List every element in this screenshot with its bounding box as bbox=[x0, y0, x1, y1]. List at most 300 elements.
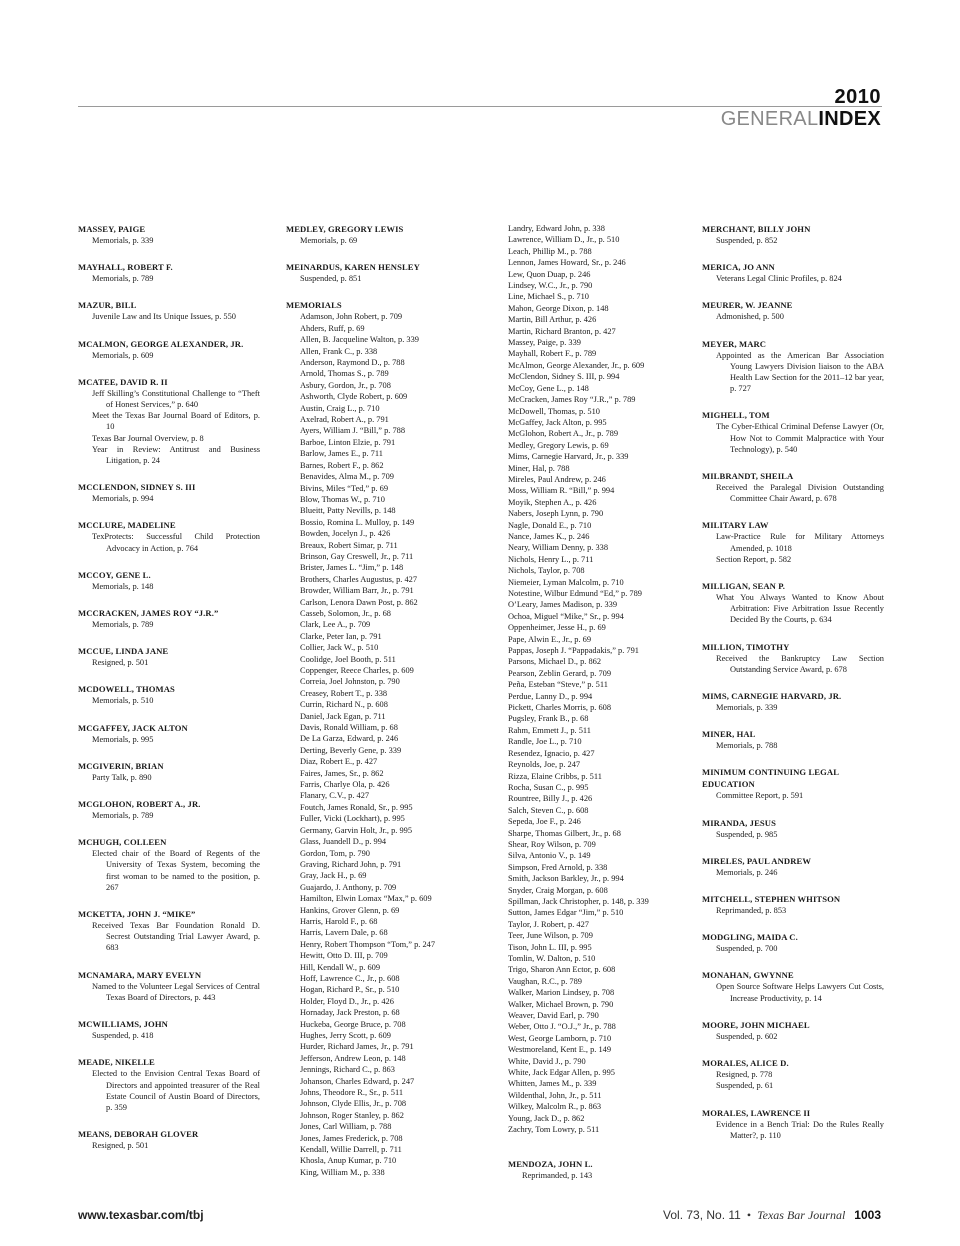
memorial-item: Johns, Theodore R., Sr., p. 511 bbox=[300, 1088, 404, 1098]
entry-name: MIGHELL, TOM bbox=[702, 410, 770, 421]
memorial-item: Nance, James K., p. 246 bbox=[508, 531, 590, 541]
memorial-item: Coppenger, Reece Charles, p. 609 bbox=[300, 666, 414, 675]
entry-reference: Suspended, p. 851 bbox=[300, 274, 362, 284]
memorial-item: Kendall, Willie Darrell, p. 711 bbox=[300, 1145, 402, 1155]
memorial-item: Zachry, Tom Lowry, p. 511 bbox=[508, 1125, 600, 1135]
entry-name: MCALMON, GEORGE ALEXANDER, JR. bbox=[78, 338, 244, 349]
memorial-item: Barnes, Robert F., p. 862 bbox=[300, 460, 384, 470]
footer-bullet: • bbox=[746, 1208, 752, 1222]
entry-reference: Party Talk, p. 890 bbox=[92, 772, 152, 782]
entry-reference: Committee Report, p. 591 bbox=[716, 791, 804, 801]
memorial-item: Miner, Hal, p. 788 bbox=[508, 463, 570, 473]
memorial-item: White, David J., p. 790 bbox=[508, 1056, 586, 1066]
memorial-item: Casseb, Solomon, Jr., p. 68 bbox=[300, 608, 391, 618]
memorial-item: Sepeda, Joe F., p. 246 bbox=[508, 817, 581, 827]
memorial-item: Westmoreland, Kent E., p. 149 bbox=[508, 1045, 612, 1055]
memorial-item: Nabers, Joseph Lynn, p. 790 bbox=[508, 509, 604, 519]
memorial-item: Correia, Joel Johnston, p. 790 bbox=[300, 677, 400, 687]
memorials-heading: MEMORIALS bbox=[286, 300, 342, 311]
memorial-item: Reynolds, Joe, p. 247 bbox=[508, 760, 581, 770]
memorial-item: Lew, Quon Duap, p. 246 bbox=[508, 269, 591, 279]
memorial-item: Vaughan, R.C., p. 789 bbox=[508, 976, 582, 986]
memorial-item: Nichols, Taylor, p. 708 bbox=[508, 566, 585, 576]
entry-name: MAZUR, BILL bbox=[78, 300, 137, 311]
memorial-item: Blueitt, Patty Nevills, p. 148 bbox=[300, 506, 396, 516]
memorials-section bbox=[286, 299, 468, 1178]
entry-name: MCWILLIAMS, JOHN bbox=[78, 1019, 168, 1030]
footer-journal: Texas Bar Journal bbox=[757, 1208, 846, 1222]
entry-name: MIRELES, PAUL ANDREW bbox=[702, 855, 812, 866]
entry-name: MILLION, TIMOTHY bbox=[702, 641, 790, 652]
memorial-item: Guajardo, J. Anthony, p. 709 bbox=[300, 882, 397, 892]
memorial-item: Collier, Jack W., p. 510 bbox=[300, 643, 379, 653]
memorial-item: Coolidge, Joel Booth, p. 511 bbox=[300, 654, 396, 664]
entry-reference: Memorials, p. 69 bbox=[300, 236, 358, 245]
entry-reference: Resigned, p. 501 bbox=[92, 1141, 149, 1151]
memorial-item: Ashworth, Clyde Robert, p. 609 bbox=[300, 392, 408, 402]
memorial-item: Ayers, William J. “Bill,” p. 788 bbox=[300, 426, 406, 436]
entry-reference: Texas Bar Journal Overview, p. 8 bbox=[92, 433, 204, 443]
memorial-item: Farris, Charlye Ola, p. 426 bbox=[300, 780, 390, 790]
index-entry bbox=[78, 299, 260, 322]
memorial-item: Currin, Richard N., p. 608 bbox=[300, 700, 388, 710]
index-entry bbox=[702, 1107, 884, 1141]
entry-reference: Admonished, p. 500 bbox=[716, 312, 784, 322]
memorial-item: Bowden, Jocelyn J., p. 426 bbox=[300, 529, 391, 539]
memorial-item: Carlson, Lenora Dawn Post, p. 862 bbox=[300, 597, 418, 607]
memorial-item: Axelrad, Robert A., p. 791 bbox=[300, 415, 389, 425]
memorial-item: Faires, James, Sr., p. 862 bbox=[300, 768, 384, 778]
index-entry bbox=[78, 969, 260, 1003]
entry-reference: Resigned, p. 778 bbox=[716, 1070, 773, 1080]
memorial-item: Nagle, Donald E., p. 710 bbox=[508, 520, 592, 530]
memorial-item: Lennon, James Howard, Sr., p. 246 bbox=[508, 258, 626, 268]
index-entry bbox=[78, 519, 260, 553]
memorial-item: De La Garza, Edward, p. 246 bbox=[300, 734, 399, 744]
memorial-item: Salch, Steven C., p. 608 bbox=[508, 805, 589, 815]
index-entry bbox=[78, 607, 260, 630]
index-title-light: GENERAL bbox=[720, 108, 819, 130]
index-entry bbox=[286, 261, 468, 284]
entry-reference: Reprimanded, p. 143 bbox=[522, 1170, 593, 1180]
entry-reference: Suspended, p. 985 bbox=[716, 829, 778, 839]
entry-reference: Received the Bankruptcy Law Section Outstanding Service Award, p. 678 bbox=[716, 653, 884, 674]
memorial-item: Bossio, Romina L. Mulloy, p. 149 bbox=[300, 517, 415, 527]
memorial-item: Flanary, C.V., p. 427 bbox=[300, 791, 370, 801]
memorial-item: Jennings, Richard C., p. 863 bbox=[300, 1065, 395, 1075]
memorial-item: Nichols, Henry L., p. 711 bbox=[508, 554, 594, 564]
memorial-item: Lindsey, W.C., Jr., p. 790 bbox=[508, 281, 593, 291]
index-title bbox=[721, 108, 881, 131]
entry-name: MILLIGAN, SEAN P. bbox=[702, 581, 786, 592]
memorial-item: Hughes, Jerry Scott, p. 609 bbox=[300, 1031, 391, 1040]
memorial-item: Hogan, Richard P., Sr., p. 510 bbox=[300, 985, 400, 995]
index-entry bbox=[78, 760, 260, 783]
entry-reference: Open Source Software Helps Lawyers Cut Costs, Increase Productivity, p. 14 bbox=[716, 982, 884, 1003]
memorial-item: Brothers, Charles Augustus, p. 427 bbox=[300, 574, 418, 584]
index-entry bbox=[702, 261, 884, 284]
index-entry bbox=[702, 893, 884, 916]
entry-name: MCKETTA, JOHN J. “MIKE” bbox=[78, 909, 196, 920]
index-entry bbox=[702, 969, 884, 1003]
memorial-item: McCoy, Gene L., p. 148 bbox=[508, 383, 589, 393]
memorial-item: Khosla, Anup Kumar, p. 710 bbox=[300, 1156, 397, 1166]
memorial-item: Tomlin, W. Dalton, p. 510 bbox=[508, 954, 596, 963]
memorial-item: Snyder, Craig Morgan, p. 608 bbox=[508, 885, 608, 895]
memorial-item: Jones, Carl William, p. 788 bbox=[300, 1122, 392, 1132]
index-entry bbox=[78, 223, 260, 246]
memorial-item: Weaver, David Earl, p. 790 bbox=[508, 1011, 599, 1021]
memorial-item: Landry, Edward John, p. 338 bbox=[508, 224, 605, 233]
memorial-item: White, Jack Edgar Allen, p. 995 bbox=[508, 1068, 615, 1078]
memorial-item: Benavides, Alma M., p. 709 bbox=[300, 472, 394, 482]
memorial-item: Arnold, Thomas S., p. 789 bbox=[300, 369, 389, 379]
memorial-item: McCracken, James Roy “J.R.,” p. 789 bbox=[508, 395, 636, 405]
index-entry bbox=[508, 1158, 673, 1181]
memorial-item: Pape, Alwin E., Jr., p. 69 bbox=[508, 634, 592, 644]
memorial-item: Diaz, Robert E., p. 427 bbox=[300, 757, 378, 767]
index-entry bbox=[78, 1018, 260, 1041]
memorial-item: Jefferson, Andrew Leon, p. 148 bbox=[300, 1053, 406, 1063]
entry-reference: Suspended, p. 602 bbox=[716, 1031, 778, 1041]
memorial-item: Martin, Bill Arthur, p. 426 bbox=[508, 315, 597, 325]
memorial-item: Browder, William Barr, Jr., p. 791 bbox=[300, 586, 414, 596]
memorial-item: Young, Jack D., p. 862 bbox=[508, 1113, 585, 1123]
memorial-item: Hurder, Richard James, Jr., p. 791 bbox=[300, 1042, 414, 1052]
entry-reference: Memorials, p. 339 bbox=[92, 236, 154, 245]
index-entry bbox=[702, 223, 884, 246]
entry-reference: Suspended, p. 852 bbox=[716, 236, 778, 245]
memorial-item: Harris, Harold F., p. 68 bbox=[300, 916, 378, 926]
memorial-item: Clark, Lee A., p. 709 bbox=[300, 620, 371, 630]
memorial-item: Brinson, Gay Creswell, Jr., p. 711 bbox=[300, 551, 414, 561]
index-column-1 bbox=[78, 223, 260, 1166]
entry-name: MOORE, JOHN MICHAEL bbox=[702, 1019, 810, 1030]
footer-info bbox=[663, 1208, 881, 1223]
index-entry bbox=[702, 766, 884, 801]
index-entry bbox=[78, 908, 260, 954]
memorial-item: Brister, James L. “Jim,” p. 148 bbox=[300, 563, 404, 573]
index-title-bold: INDEX bbox=[818, 108, 881, 130]
entry-name: MCGAFFEY, JACK ALTON bbox=[78, 722, 188, 733]
memorial-item: Harris, Lavern Dale, p. 68 bbox=[300, 928, 388, 938]
memorial-item: King, William M., p. 338 bbox=[300, 1167, 385, 1177]
entry-name: MODGLING, MAIDA C. bbox=[702, 932, 798, 943]
index-entry bbox=[702, 641, 884, 675]
memorial-item: Hornaday, Jack Preston, p. 68 bbox=[300, 1008, 400, 1018]
entry-reference: Memorials, p. 789 bbox=[92, 811, 154, 821]
memorial-item: O’Leary, James Madison, p. 339 bbox=[508, 600, 618, 610]
footer-page-number: 1003 bbox=[854, 1208, 881, 1222]
memorial-item: Martin, Richard Branton, p. 427 bbox=[508, 326, 616, 336]
entry-reference: Resigned, p. 501 bbox=[92, 658, 149, 668]
memorial-item: Rahm, Emmett J., p. 511 bbox=[508, 725, 591, 735]
entry-reference: Veterans Legal Clinic Profiles, p. 824 bbox=[716, 274, 842, 284]
memorial-item: Mireles, Paul Andrew, p. 246 bbox=[508, 474, 606, 484]
entry-reference: Evidence in a Bench Trial: Do the Rules Really Matter?, p. 110 bbox=[716, 1119, 884, 1140]
entry-reference: Juvenile Law and Its Unique Issues, p. 550 bbox=[92, 312, 236, 322]
entry-reference: Law-Practice Rule for Military Attorneys Amended, p. 1018 bbox=[716, 532, 884, 553]
entry-name: MORALES, ALICE D. bbox=[702, 1058, 789, 1069]
entry-name: MEADE, NIKELLE bbox=[78, 1057, 155, 1068]
entry-name: MONAHAN, GWYNNE bbox=[702, 970, 794, 981]
entry-reference: Received the Paralegal Division Outstanding Committee Chair Award, p. 678 bbox=[716, 483, 884, 504]
memorial-item: Line, Michael S., p. 710 bbox=[508, 292, 589, 302]
entry-reference: Memorials, p. 339 bbox=[716, 703, 778, 713]
index-entry bbox=[702, 470, 884, 504]
entry-reference: Received Texas Bar Foundation Ronald D. Secrest Outstanding Trial Lawyer Award, p. 683 bbox=[92, 921, 260, 953]
index-entry bbox=[702, 409, 884, 455]
memorial-item: Silva, Antonio V., p. 149 bbox=[508, 851, 591, 861]
entry-name: MEDLEY, GREGORY LEWIS bbox=[286, 224, 404, 234]
memorial-item: Henry, Robert Thompson “Tom,” p. 247 bbox=[300, 939, 436, 949]
entry-reference: Elected chair of the Board of Regents of the University of Texas System, becoming the first woman to be named to the position, p. 267 bbox=[92, 849, 260, 892]
entry-name: MEINARDUS, KAREN HENSLEY bbox=[286, 262, 420, 273]
entry-reference: Suspended, p. 700 bbox=[716, 944, 778, 954]
entry-name: MINER, HAL bbox=[702, 729, 756, 740]
memorial-item: Peña, Esteban “Steve,” p. 511 bbox=[508, 680, 608, 690]
entry-name: MCCLENDON, SIDNEY S. III bbox=[78, 482, 196, 493]
memorial-item: Breaux, Robert Simar, p. 711 bbox=[300, 540, 398, 550]
memorial-item: Hamilton, Elwin Lomax “Max,” p. 609 bbox=[300, 894, 432, 904]
entry-reference: Suspended, p. 61 bbox=[716, 1081, 774, 1091]
memorial-item: Perdue, Lanny D., p. 994 bbox=[508, 691, 593, 701]
memorial-item: Mahon, George Dixon, p. 148 bbox=[508, 303, 609, 313]
entry-name: MINIMUM CONTINUING LEGAL EDUCATION bbox=[702, 767, 839, 790]
memorial-item: Mims, Carnegie Harvard, Jr., p. 339 bbox=[508, 452, 629, 462]
entry-name: MEYER, MARC bbox=[702, 338, 767, 349]
memorial-item: Niemeier, Lyman Malcolm, p. 710 bbox=[508, 577, 624, 587]
memorial-item: Whitten, James M., p. 339 bbox=[508, 1079, 597, 1089]
memorial-item: Tison, John L. III, p. 995 bbox=[508, 942, 592, 952]
index-entry bbox=[78, 569, 260, 592]
entry-reference: Appointed as the American Bar Association Young Lawyers Division liaison to the ABA Health Law Section for the 2011–12 bar year, p. 727 bbox=[716, 350, 884, 394]
memorial-item: Walker, Marion Lindsey, p. 708 bbox=[508, 988, 615, 998]
memorial-item: Notestine, Wilbur Edmund “Ed,” p. 789 bbox=[508, 589, 642, 598]
index-entry bbox=[702, 338, 884, 395]
memorial-item: Germany, Garvin Holt, Jr., p. 995 bbox=[300, 825, 413, 835]
memorial-item: Allen, Frank C., p. 338 bbox=[300, 346, 378, 356]
index-column-2 bbox=[286, 223, 468, 1193]
memorial-item: Hewitt, Otto D. III, p. 709 bbox=[300, 951, 388, 961]
memorial-item: Glass, Juandell D., p. 994 bbox=[300, 837, 387, 847]
index-column-3 bbox=[508, 223, 673, 1196]
entry-reference: Suspended, p. 418 bbox=[92, 1031, 154, 1041]
entry-name: MERICA, JO ANN bbox=[702, 262, 775, 273]
entry-name: MERCHANT, BILLY JOHN bbox=[702, 224, 811, 234]
memorial-item: Clarke, Peter Ian, p. 791 bbox=[300, 631, 382, 641]
memorial-item: Barboe, Linton Elzie, p. 791 bbox=[300, 437, 396, 447]
memorial-item: West, George Lamborn, p. 710 bbox=[508, 1033, 612, 1043]
index-entry bbox=[78, 722, 260, 745]
index-entry bbox=[702, 690, 884, 713]
entry-reference: TexProtects: Successful Child Protection Advocacy in Action, p. 764 bbox=[92, 532, 260, 553]
entry-name: MIMS, CARNEGIE HARVARD, JR. bbox=[702, 691, 842, 702]
entry-name: MCHUGH, COLLEEN bbox=[78, 837, 167, 848]
index-entry bbox=[78, 683, 260, 706]
index-year: 2010 bbox=[834, 86, 881, 108]
index-entry bbox=[702, 931, 884, 954]
memorial-item: Sutton, James Edgar “Jim,” p. 510 bbox=[508, 908, 624, 918]
entry-name: MCCRACKEN, JAMES ROY “J.R.” bbox=[78, 608, 219, 619]
index-entry bbox=[286, 223, 468, 246]
index-entry bbox=[78, 481, 260, 504]
memorial-item: Bivins, Miles “Ted,” p. 69 bbox=[300, 483, 389, 493]
entry-reference: Memorials, p. 510 bbox=[92, 696, 154, 706]
memorial-item: Gray, Jack H., p. 69 bbox=[300, 871, 367, 881]
memorial-item: Leach, Phillip M., p. 788 bbox=[508, 246, 592, 256]
entry-reference: The Cyber-Ethical Criminal Defense Lawyer (Or, How Not to Commit Malpractice with Your Technology), p. 540 bbox=[716, 422, 884, 454]
memorial-item: Hill, Kendall W., p. 609 bbox=[300, 962, 381, 972]
entry-name: MIRANDA, JESUS bbox=[702, 817, 776, 828]
memorial-item: Creasey, Robert T., p. 338 bbox=[300, 688, 388, 698]
index-column-4 bbox=[702, 223, 884, 1156]
index-entry bbox=[78, 1056, 260, 1113]
memorial-item: Jones, James Frederick, p. 708 bbox=[300, 1133, 403, 1143]
entry-name: MCCLURE, MADELINE bbox=[78, 520, 176, 531]
memorial-item: Huckeba, George Bruce, p. 708 bbox=[300, 1019, 406, 1029]
memorial-item: Hoff, Lawrence C., Jr., p. 608 bbox=[300, 973, 400, 983]
memorial-item: Pickett, Charles Morris, p. 608 bbox=[508, 703, 612, 713]
memorial-item: Walker, Michael Brown, p. 790 bbox=[508, 999, 614, 1009]
memorial-item: Spillman, Jack Christopher, p. 148, p. 339 bbox=[508, 896, 649, 906]
entry-reference: Memorials, p. 788 bbox=[716, 741, 778, 751]
entry-reference: What You Always Wanted to Know About Arbitration: Five Arbitration Issue Recently Decided By the Courts, p. 634 bbox=[716, 593, 884, 625]
entry-name: MCATEE, DAVID R. II bbox=[78, 376, 168, 387]
index-entry bbox=[78, 798, 260, 821]
entry-name: MILBRANDT, SHEILA bbox=[702, 471, 794, 482]
index-entry bbox=[702, 855, 884, 878]
memorial-item: Fuller, Vicki (Lockhart), p. 995 bbox=[300, 814, 405, 824]
memorial-item: Lawrence, William D., Jr., p. 510 bbox=[508, 235, 620, 245]
index-entry bbox=[78, 261, 260, 284]
memorial-item: Resendez, Ignacio, p. 427 bbox=[508, 748, 595, 758]
memorial-item: Simpson, Fred Arnold, p. 338 bbox=[508, 862, 608, 872]
memorial-item: Derting, Beverly Gene, p. 339 bbox=[300, 745, 402, 755]
entry-reference: Memorials, p. 246 bbox=[716, 867, 778, 877]
entry-reference: Memorials, p. 789 bbox=[92, 274, 154, 284]
memorial-item: Neary, William Denny, p. 338 bbox=[508, 543, 609, 553]
index-entry bbox=[78, 645, 260, 668]
memorial-item: Sharpe, Thomas Gilbert, Jr., p. 68 bbox=[508, 828, 621, 838]
index-entry bbox=[702, 728, 884, 751]
entry-reference: Reprimanded, p. 853 bbox=[716, 906, 787, 916]
entry-name: MCCUE, LINDA JANE bbox=[78, 646, 169, 657]
index-entry bbox=[702, 299, 884, 322]
memorial-item: Austin, Craig L., p. 710 bbox=[300, 403, 380, 413]
memorial-item: Taylor, J. Robert, p. 427 bbox=[508, 919, 589, 929]
memorial-item: Johnson, Clyde Ellis, Jr., p. 708 bbox=[300, 1099, 407, 1109]
memorial-item: McGaffey, Jack Alton, p. 995 bbox=[508, 417, 607, 427]
memorial-item: Medley, Gregory Lewis, p. 69 bbox=[508, 440, 609, 450]
memorial-item: Blow, Thomas W., p. 710 bbox=[300, 494, 385, 504]
memorial-item: Parsons, Michael D., p. 862 bbox=[508, 657, 602, 667]
memorial-item: Oppenheimer, Jesse H., p. 69 bbox=[508, 623, 606, 633]
memorial-item: McDowell, Thomas, p. 510 bbox=[508, 406, 600, 416]
index-entry bbox=[78, 376, 260, 466]
memorial-item: Trigo, Sharon Ann Ector, p. 608 bbox=[508, 965, 616, 975]
entry-reference: Memorials, p. 148 bbox=[92, 581, 154, 591]
entry-name: MORALES, LAWRENCE II bbox=[702, 1107, 811, 1118]
memorial-item: McClendon, Sidney S. III, p. 994 bbox=[508, 372, 620, 382]
footer-url[interactable]: www.texasbar.com/tbj bbox=[78, 1208, 204, 1222]
memorial-item: McGlohon, Robert A., Jr., p. 789 bbox=[508, 429, 619, 439]
entry-name: MEANS, DEBORAH GLOVER bbox=[78, 1129, 199, 1140]
entry-name: MCCOY, GENE L. bbox=[78, 569, 151, 580]
memorial-item: Rountree, Billy J., p. 426 bbox=[508, 794, 593, 804]
entry-reference: Jeff Skilling’s Constitutional Challenge to “Theft of Honest Services,” p. 640 bbox=[92, 388, 260, 410]
entry-name: MAYHALL, ROBERT F. bbox=[78, 262, 173, 273]
memorial-item: Gordon, Tom, p. 790 bbox=[300, 848, 370, 858]
index-entry bbox=[702, 519, 884, 565]
memorial-item: Allen, B. Jacqueline Walton, p. 339 bbox=[300, 335, 419, 345]
entry-reference: Meet the Texas Bar Journal Board of Editors, p. 10 bbox=[92, 411, 260, 432]
index-entry bbox=[78, 1128, 260, 1151]
index-entry bbox=[78, 338, 260, 361]
entry-name: MCGIVERIN, BRIAN bbox=[78, 760, 164, 771]
memorial-item: Moss, William R. “Bill,” p. 994 bbox=[508, 486, 615, 496]
memorial-item: Mayhall, Robert F., p. 789 bbox=[508, 349, 597, 359]
entry-name: MEURER, W. JEANNE bbox=[702, 300, 793, 311]
entry-name: MCGLOHON, ROBERT A., JR. bbox=[78, 799, 201, 810]
entry-reference: Section Report, p. 582 bbox=[716, 554, 792, 564]
memorial-item: Holder, Floyd D., Jr., p. 426 bbox=[300, 996, 394, 1006]
entry-name: MASSEY, PAIGE bbox=[78, 224, 146, 234]
memorial-item: Asbury, Gordon, Jr., p. 708 bbox=[300, 380, 391, 390]
entry-name: MILITARY LAW bbox=[702, 520, 769, 531]
memorial-item: Smith, Jackson Barkley, Jr., p. 994 bbox=[508, 874, 624, 884]
index-entry bbox=[702, 1057, 884, 1091]
memorial-item: Weber, Otto J. “O.J.,” Jr., p. 788 bbox=[508, 1022, 616, 1032]
memorial-item: McAlmon, George Alexander, Jr., p. 609 bbox=[508, 360, 645, 370]
entry-reference: Memorials, p. 994 bbox=[92, 494, 154, 504]
entry-reference: Memorials, p. 995 bbox=[92, 734, 154, 744]
memorial-item: Ahders, Ruff, p. 69 bbox=[300, 323, 365, 333]
index-entry bbox=[78, 836, 260, 893]
entry-reference: Year in Review: Antitrust and Business Litigation, p. 24 bbox=[92, 444, 260, 466]
memorial-item: Barlow, James E., p. 711 bbox=[300, 449, 383, 459]
entry-name: MITCHELL, STEPHEN WHITSON bbox=[702, 894, 841, 905]
memorial-item: Anderson, Raymond D., p. 788 bbox=[300, 358, 405, 368]
memorial-item: Graving, Richard John, p. 791 bbox=[300, 859, 402, 869]
footer-volume: Vol. 73, No. 11 bbox=[663, 1208, 741, 1222]
entry-name: MCDOWELL, THOMAS bbox=[78, 684, 175, 695]
memorial-item: Massey, Paige, p. 339 bbox=[508, 338, 581, 348]
index-entry bbox=[702, 1019, 884, 1042]
header-rule bbox=[78, 106, 882, 107]
memorial-item: Pugsley, Frank B., p. 68 bbox=[508, 714, 589, 724]
entry-reference: Elected to the Envision Central Texas Board of Directors and appointed treasurer of the Real Estate Council of Austin Board of Directors, p. 359 bbox=[92, 1069, 260, 1112]
memorial-item: Davis, Ronald William, p. 68 bbox=[300, 723, 398, 733]
memorial-item: Shear, Roy Wilson, p. 709 bbox=[508, 839, 596, 849]
memorial-item: Foutch, James Ronald, Sr., p. 995 bbox=[300, 802, 413, 812]
entry-reference: Named to the Volunteer Legal Services of Central Texas Board of Directors, p. 443 bbox=[92, 981, 260, 1002]
memorial-item: Johnson, Roger Stanley, p. 862 bbox=[300, 1110, 404, 1120]
index-entry bbox=[702, 817, 884, 840]
entry-name: MCNAMARA, MARY EVELYN bbox=[78, 969, 202, 980]
memorial-item: Randle, Joe L., p. 710 bbox=[508, 737, 582, 747]
memorial-item: Teer, June Wilson, p. 709 bbox=[508, 931, 593, 941]
memorial-item: Moyik, Stephen A., p. 426 bbox=[508, 497, 597, 507]
memorial-item: Wildenthal, John, Jr., p. 511 bbox=[508, 1090, 602, 1100]
memorial-item: Hankins, Grover Glenn, p. 69 bbox=[300, 905, 400, 915]
entry-name: MENDOZA, JOHN L. bbox=[508, 1158, 593, 1169]
memorial-item: Johanson, Charles Edward, p. 247 bbox=[300, 1076, 415, 1086]
memorial-item: Pappas, Joseph J. “Pappadakis,” p. 791 bbox=[508, 646, 639, 656]
memorial-item: Pearson, Zeblin Gerard, p. 709 bbox=[508, 668, 612, 678]
index-entry bbox=[702, 580, 884, 626]
memorial-item: Wilkey, Malcolm R., p. 863 bbox=[508, 1102, 602, 1112]
